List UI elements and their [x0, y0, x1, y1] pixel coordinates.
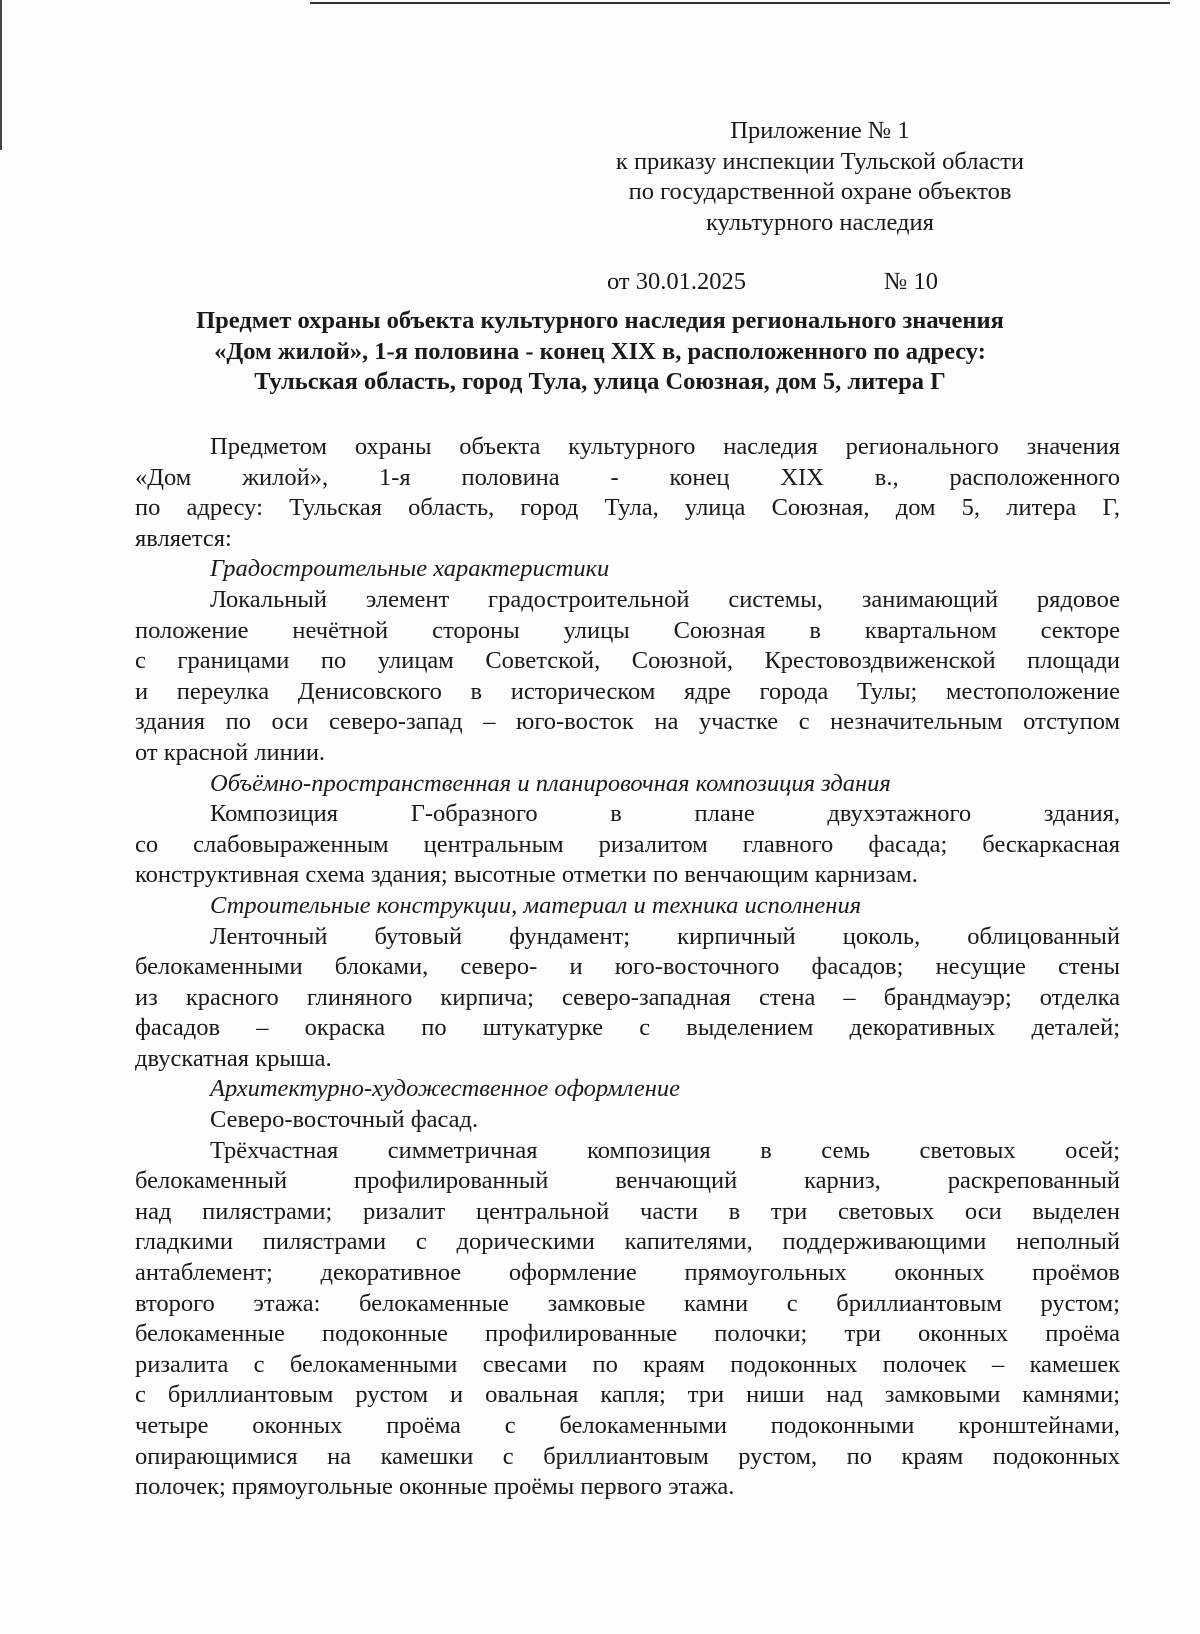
text-line: белокаменный профилированный венчающий карниз, раскрепованный	[135, 1167, 1120, 1195]
text-line: здания по оси северо-запад – юго-восток на участке с незначительным отступом	[135, 708, 1120, 736]
composition-paragraph	[135, 799, 1120, 891]
text-line: конструктивная схема здания; высотные отметки по венчающим карнизам.	[135, 861, 918, 889]
text-line: является:	[135, 524, 232, 552]
text-line: с бриллиантовым рустом и овальная капля; три ниши над замковыми камнями;	[135, 1381, 1120, 1409]
title-line: «Дом жилой», 1-я половина - конец XIX в, расположенного по адресу:	[214, 337, 986, 365]
title-line: Тульская область, город Тула, улица Союзная, дом 5, литера Г	[254, 368, 946, 395]
text-line: Композиция Г-образного в плане двухэтажного здания,	[210, 800, 1120, 828]
order-date: от 30.01.2025	[607, 268, 747, 295]
order-number: № 10	[884, 268, 939, 295]
section-heading-composition: Объёмно-пространственная и планировочная композиция здания	[210, 769, 891, 797]
text-line: двускатная крыша.	[135, 1044, 332, 1072]
section-heading-urban: Градостроительные характеристики	[210, 555, 610, 583]
text-line: от красной линии.	[135, 738, 326, 766]
text-line: Локальный элемент градостроительной системы, занимающий рядовое	[210, 585, 1120, 613]
appendix-line: по государственной охране объектов	[628, 178, 1012, 205]
construction-paragraph	[135, 922, 1120, 1075]
title-line: Предмет охраны объекта культурного наследия регионального значения	[196, 307, 1004, 334]
document-title	[100, 306, 1100, 398]
appendix-line: культурного наследия	[706, 208, 934, 236]
text-line: со слабовыраженным центральным ризалитом главного фасада; бескаркасная	[135, 830, 1120, 858]
urban-paragraph	[135, 585, 1120, 769]
text-line: Предметом охраны объекта культурного наследия регионального значения	[210, 433, 1120, 460]
intro-paragraph	[135, 432, 1120, 554]
section-heading-construction: Строительные конструкции, материал и техника исполнения	[210, 891, 862, 919]
appendix-line: Приложение № 1	[730, 117, 910, 144]
appendix-line: к приказу инспекции Тульской области	[615, 147, 1025, 175]
text-line: фасадов – окраска по штукатурке с выделением декоративных деталей;	[135, 1014, 1120, 1042]
text-line: полочек; прямоугольные оконные проёмы первого этажа.	[135, 1473, 735, 1501]
text-line: «Дом жилой», 1-я половина - конец XIX в., расположенного	[135, 463, 1120, 491]
text-line: положение нечётной стороны улицы Союзная в квартальном секторе	[135, 616, 1120, 644]
text-line: четыре оконных проёма с белокаменными подоконными кронштейнами,	[135, 1412, 1120, 1439]
document-body	[135, 432, 1120, 1503]
text-line: второго этажа: белокаменные замковые камни с бриллиантовым рустом;	[135, 1289, 1120, 1317]
text-line: с границами по улицам Советской, Союзной, Крестовоздвиженской площади	[135, 647, 1120, 675]
scan-edge-top	[310, 2, 1170, 4]
section-heading-architecture: Архитектурно-художественное оформление	[210, 1075, 681, 1103]
text-line: ризалита с белокаменными свесами по краям подоконных полочек – камешек	[135, 1350, 1120, 1378]
text-line: белокаменными блоками, северо- и юго-восточного фасадов; несущие стены	[135, 953, 1120, 981]
text-line: опирающимися на камешки с бриллиантовым рустом, по краям подоконных	[135, 1442, 1120, 1470]
text-line: гладкими пилястрами с дорическими капителями, поддерживающими неполный	[135, 1228, 1120, 1256]
text-line: по адресу: Тульская область, город Тула, улица Союзная, дом 5, литера Г,	[135, 494, 1120, 522]
text-line: и переулка Денисовского в историческом ядре города Тулы; местоположение	[135, 677, 1120, 705]
appendix-header	[560, 116, 1080, 238]
text-line: белокаменные подоконные профилированные полочки; три оконных проёма	[135, 1320, 1120, 1348]
text-line: из красного глиняного кирпича; северо-западная стена – брандмауэр; отделка	[135, 983, 1120, 1011]
architecture-paragraph	[135, 1136, 1120, 1503]
text-line: антаблемент; декоративное оформление прямоугольных оконных проёмов	[135, 1259, 1120, 1287]
text-line: Ленточный бутовый фундамент; кирпичный цоколь, облицованный	[210, 922, 1120, 950]
text-line: Трёхчастная симметричная композиция в семь световых осей;	[210, 1136, 1120, 1164]
facade-subheading: Северо-восточный фасад.	[210, 1106, 479, 1134]
text-line: над пилястрами; ризалит центральной части в три световых оси выделен	[135, 1197, 1120, 1225]
scan-edge-left	[0, 0, 2, 150]
